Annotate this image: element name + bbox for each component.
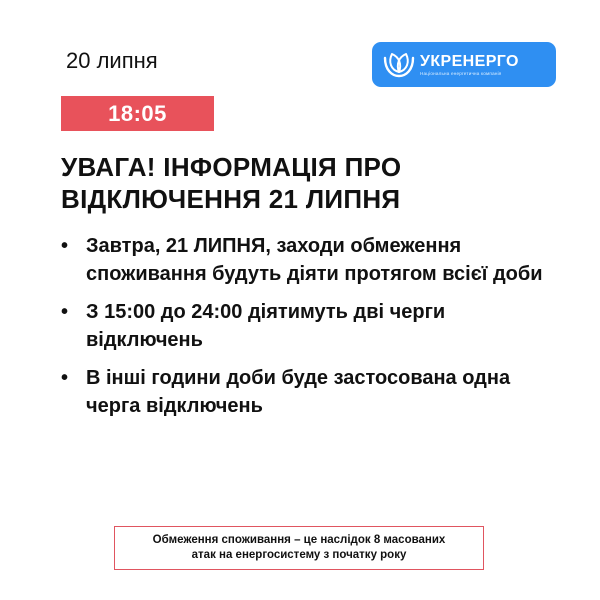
footnote-line-1: Обмеження споживання – це наслідок 8 масованих — [152, 534, 446, 546]
headline-line-1: УВАГА! ІНФОРМАЦІЯ ПРО — [61, 152, 402, 182]
bullet-text: Завтра, 21 ЛИПНЯ, заходи обмеження споживання будуть діяти протягом всієї доби — [86, 235, 543, 285]
footnote-line-2: атак на енергосистему з початку року — [191, 549, 407, 561]
logo-text — [420, 53, 519, 77]
date-label: 20 липня — [66, 48, 158, 73]
bullet-list — [61, 232, 561, 430]
logo-subtitle: Національна енергетична компанія — [420, 70, 502, 76]
time-badge: 18:05 — [61, 96, 214, 131]
bullet-text: З 15:00 до 24:00 діятимуть дві черги відключень — [86, 301, 446, 351]
bullet-text: В інші години доби буде застосована одна черга відключень — [86, 367, 511, 417]
bullet-marker: • — [61, 367, 69, 389]
list-item — [61, 232, 561, 288]
logo-name: УКРЕНЕРГО — [420, 52, 519, 70]
bullet-marker: • — [61, 235, 69, 257]
headline — [61, 151, 581, 215]
footnote-text — [153, 533, 446, 563]
ukrenergo-logo-icon — [380, 49, 418, 81]
ukrenergo-logo — [372, 42, 556, 87]
footnote-box — [114, 526, 484, 570]
list-item — [61, 298, 561, 354]
bullet-marker: • — [61, 301, 69, 323]
headline-line-2: ВІДКЛЮЧЕННЯ 21 ЛИПНЯ — [61, 184, 401, 214]
list-item — [61, 364, 561, 420]
